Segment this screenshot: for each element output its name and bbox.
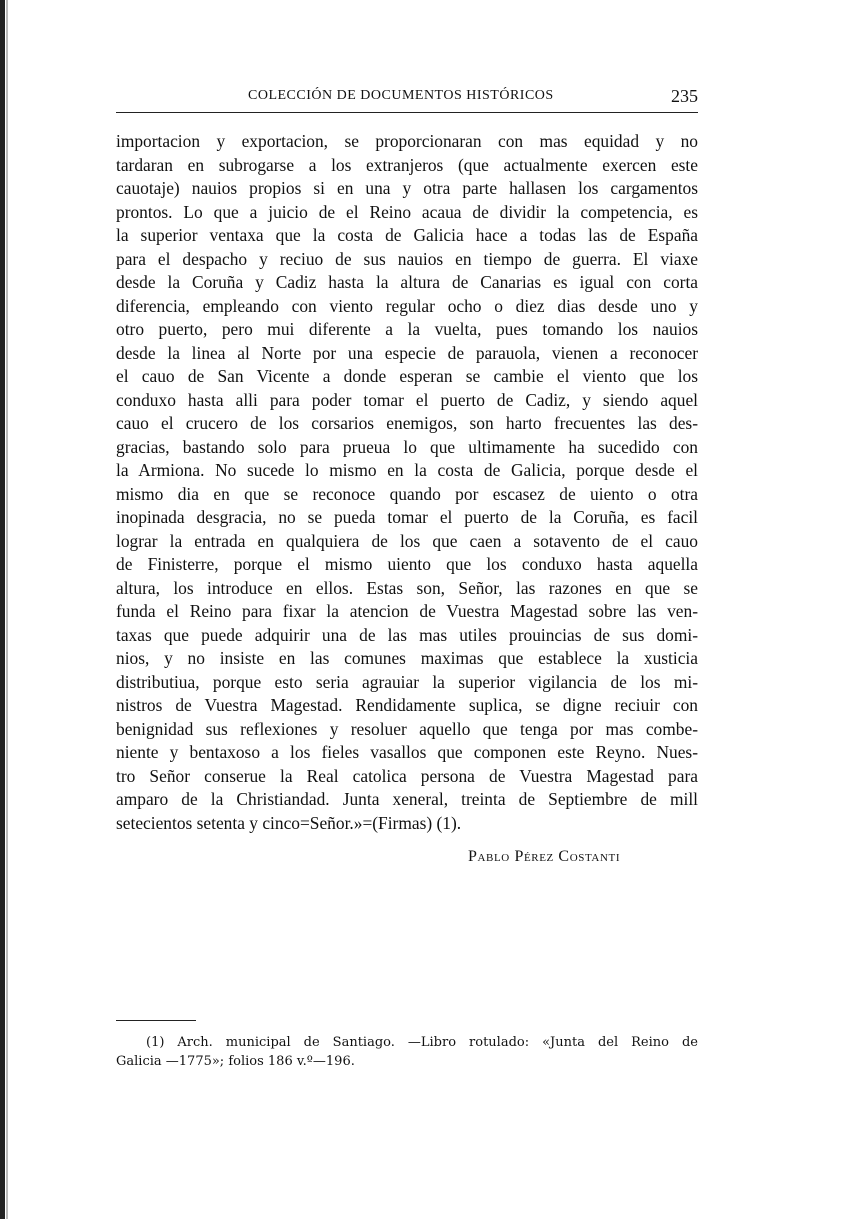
text-line: niente y bentaxoso a los fieles vasallos que componen este Reyno. Nues- [116, 742, 698, 762]
footnote-line: (1) Arch. municipal de Santiago. —Libro rotulado: «Junta del Reino de [146, 1035, 698, 1050]
text-line: el cauo de San Vicente a donde esperan se cambie el viento que los [116, 366, 698, 386]
text-line: diferencia, empleando con viento regular ocho o diez dias desde uno y [116, 295, 698, 316]
text-line: prontos. Lo que a juicio de el Reino acaua de dividir la competencia, es [116, 201, 698, 222]
text-line: de Finisterre, porque el mismo uiento que los conduxo hasta aquella [116, 554, 698, 574]
text-line: para el despacho y reciuo de sus nauios en tiempo de guerra. El viaxe [116, 248, 698, 269]
text-line: conduxo hasta alli para poder tomar el puerto de Cadiz, y siendo aquel [116, 389, 698, 410]
text-line: distributiua, porque esto seria agrauiar la superior vigilancia de los mi- [116, 671, 698, 692]
header-rule [116, 112, 698, 113]
text-line: taxas que puede adquirir una de las mas utiles prouincias de sus domi- [116, 624, 698, 645]
page-edge-shadow [0, 0, 5, 1219]
text-line: funda el Reino para fixar la atencion de Vuestra Magestad sobre las ven- [116, 601, 698, 621]
text-line: setecientos setenta y cinco=Señor.»=(Firmas) (1). [116, 812, 462, 833]
page-number: 235 [671, 86, 698, 106]
running-header [116, 86, 698, 110]
text-line: mismo dia en que se reconoce quando por escasez de uiento o otra [116, 483, 698, 504]
text-line: importacion y exportacion, se proporcionaran con mas equidad y no [116, 131, 698, 151]
text-line: nios, y no insiste en las comunes maximas que establece la xusticia [116, 648, 698, 668]
text-line: tardaran en subrogarse a los extranjeros (que actualmente exercen este [116, 154, 698, 175]
text-line: desde la Coruña y Cadiz hasta la altura de Canarias es igual con corta [116, 272, 698, 292]
running-title: COLECCIÓN DE DOCUMENTOS HISTÓRICOS [248, 88, 554, 103]
text-line: benignidad sus reflexiones y resoluer aquello que tenga por mas combe- [116, 718, 698, 739]
text-line: cauo el crucero de los corsarios enemigos, son harto frecuentes las des- [116, 413, 698, 433]
footnote [116, 1033, 698, 1071]
text-line: lograr la entrada en qualquiera de los que caen a sotavento de el cauo [116, 530, 698, 551]
text-line: otro puerto, pero mui diferente a la vuelta, pues tomando los nauios [116, 319, 698, 339]
text-line: la Armiona. No sucede lo mismo en la costa de Galicia, porque desde el [116, 460, 698, 480]
text-line: altura, los introduce en ellos. Estas son, Señor, las razones en que se [116, 577, 698, 598]
text-line: gracias, bastando solo para prueua lo que ultimamente ha sucedido con [116, 436, 698, 457]
text-line: la superior ventaxa que la costa de Galicia hace a todas las de España [116, 225, 698, 245]
text-line: desde la linea al Norte por una especie de parauola, vienen a reconocer [116, 342, 698, 363]
footnote-rule [116, 1020, 196, 1021]
text-line: cauotaje) nauios propios si en una y otra parte hallasen los cargamentos [116, 178, 698, 198]
footnote-line: Galicia —1775»; folios 186 v.º—196. [116, 1054, 355, 1069]
text-line: nistros de Vuestra Magestad. Rendidamente suplica, se digne reciuir con [116, 695, 698, 715]
page-edge-shadow-inner [6, 0, 8, 1219]
text-line: inopinada desgracia, no se pueda tomar el puerto de la Coruña, es facil [116, 507, 698, 527]
body-text [116, 130, 698, 835]
text-line: tro Señor conserue la Real catolica persona de Vuestra Magestad para [116, 765, 698, 786]
text-line: amparo de la Christiandad. Junta xeneral, treinta de Septiembre de mill [116, 789, 698, 809]
author-signature: Pablo Pérez Costanti [468, 848, 621, 865]
